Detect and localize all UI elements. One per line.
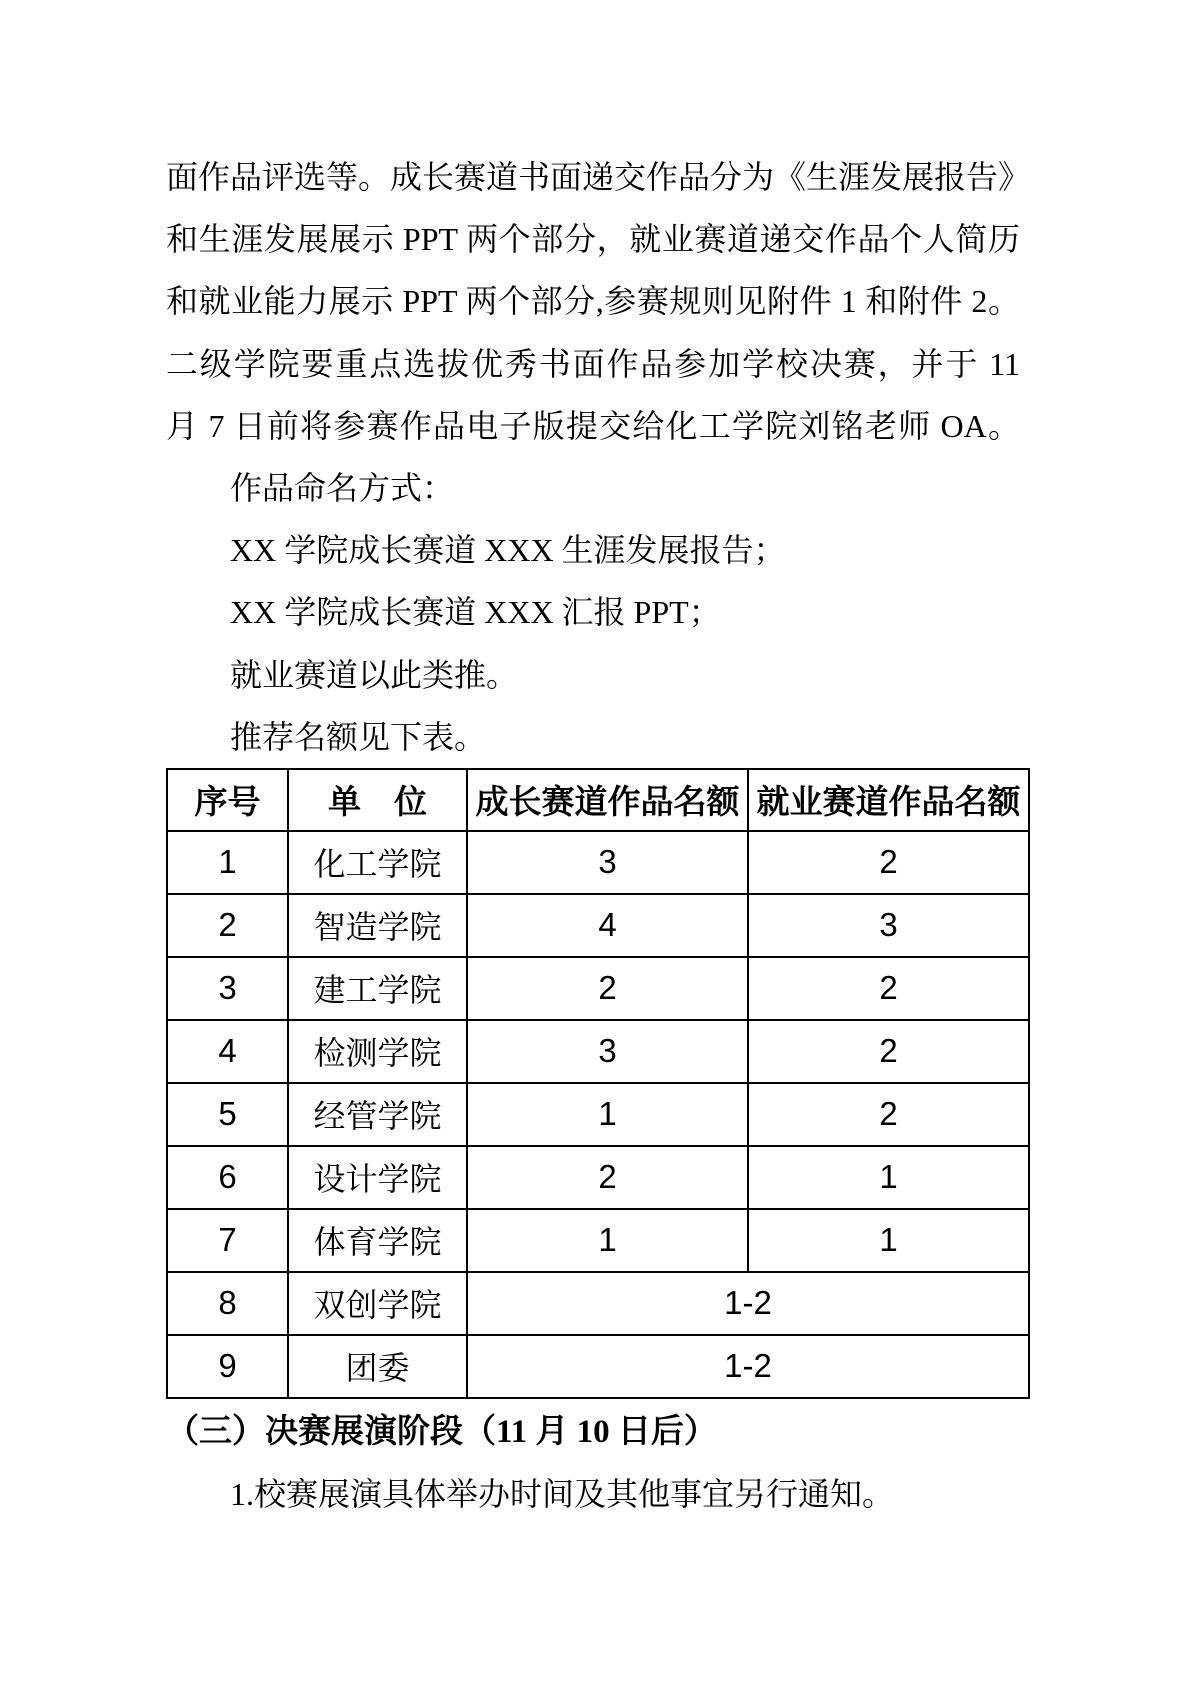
unit-cell: 建工学院: [288, 957, 467, 1020]
body-line: 二级学院要重点选拔优秀书面作品参加学校决赛，并于 11: [166, 345, 1020, 382]
body-line: 和生涯发展展示 PPT 两个部分，就业赛道递交作品个人简历: [166, 221, 1020, 258]
header-cell-no: 序号: [167, 769, 288, 831]
table-intro-line: 推荐名额见下表。: [230, 718, 487, 755]
growth-quota-cell: 3: [467, 1020, 748, 1083]
closing-line: 1.校赛展演具体举办时间及其他事宜另行通知。: [230, 1476, 895, 1513]
employment-quota-cell: 2: [748, 1083, 1029, 1146]
table-row: [167, 1083, 1029, 1146]
unit-cell: 检测学院: [288, 1020, 467, 1083]
growth-quota-cell: 4: [467, 894, 748, 957]
unit-cell: 双创学院: [288, 1272, 467, 1335]
growth-quota-cell: 1: [467, 1083, 748, 1146]
row-number-cell: 1: [167, 831, 288, 894]
unit-cell: 设计学院: [288, 1146, 467, 1209]
header-cell-unit: 单 位: [288, 769, 467, 831]
body-line: 月 7 日前将参赛作品电子版提交给化工学院刘铭老师 OA。: [166, 407, 1020, 444]
table-row: [167, 894, 1029, 957]
body-line: 面作品评选等。成长赛道书面递交作品分为《生涯发展报告》: [166, 159, 1031, 195]
naming-example-line: XX 学院成长赛道 XXX 生涯发展报告；: [230, 532, 786, 569]
growth-quota-cell: 2: [467, 957, 748, 1020]
table-row: [167, 1209, 1029, 1272]
row-number-cell: 5: [167, 1083, 288, 1146]
table-row: [167, 957, 1029, 1020]
row-number-cell: 7: [167, 1209, 288, 1272]
row-number-cell: 2: [167, 894, 288, 957]
table-header-row: [167, 769, 1029, 831]
unit-cell: 团委: [288, 1335, 467, 1398]
naming-example-line: XX 学院成长赛道 XXX 汇报 PPT；: [230, 594, 721, 631]
row-number-cell: 4: [167, 1020, 288, 1083]
employment-quota-cell: 2: [748, 831, 1029, 894]
header-cell-growth-quota: 成长赛道作品名额: [467, 769, 748, 831]
table-row: [167, 1146, 1029, 1209]
growth-quota-cell: 3: [467, 831, 748, 894]
employment-quota-cell: 3: [748, 894, 1029, 957]
table-row: [167, 1020, 1029, 1083]
merged-quota-cell: 1-2: [467, 1272, 1029, 1335]
unit-cell: 智造学院: [288, 894, 467, 957]
row-number-cell: 3: [167, 957, 288, 1020]
naming-note-line: 就业赛道以此类推。: [230, 656, 519, 693]
table-row: [167, 1272, 1029, 1335]
unit-cell: 经管学院: [288, 1083, 467, 1146]
growth-quota-cell: 1: [467, 1209, 748, 1272]
naming-intro-line: 作品命名方式：: [230, 469, 455, 506]
employment-quota-cell: 1: [748, 1209, 1029, 1272]
quota-table: [166, 768, 1030, 1399]
unit-cell: 化工学院: [288, 831, 467, 894]
header-cell-employment-quota: 就业赛道作品名额: [748, 769, 1029, 831]
employment-quota-cell: 1: [748, 1146, 1029, 1209]
table-row: [167, 1335, 1029, 1398]
employment-quota-cell: 2: [748, 957, 1029, 1020]
body-line: 和就业能力展示 PPT 两个部分,参赛规则见附件 1 和附件 2。: [166, 283, 1020, 320]
table-row: [167, 831, 1029, 894]
section-heading: （三）决赛展演阶段（11 月 10 日后）: [166, 1413, 717, 1450]
employment-quota-cell: 2: [748, 1020, 1029, 1083]
page-content: [166, 146, 1031, 1525]
merged-quota-cell: 1-2: [467, 1335, 1029, 1398]
row-number-cell: 9: [167, 1335, 288, 1398]
growth-quota-cell: 2: [467, 1146, 748, 1209]
quota-table-body: [167, 831, 1029, 1398]
row-number-cell: 6: [167, 1146, 288, 1209]
unit-cell: 体育学院: [288, 1209, 467, 1272]
row-number-cell: 8: [167, 1272, 288, 1335]
